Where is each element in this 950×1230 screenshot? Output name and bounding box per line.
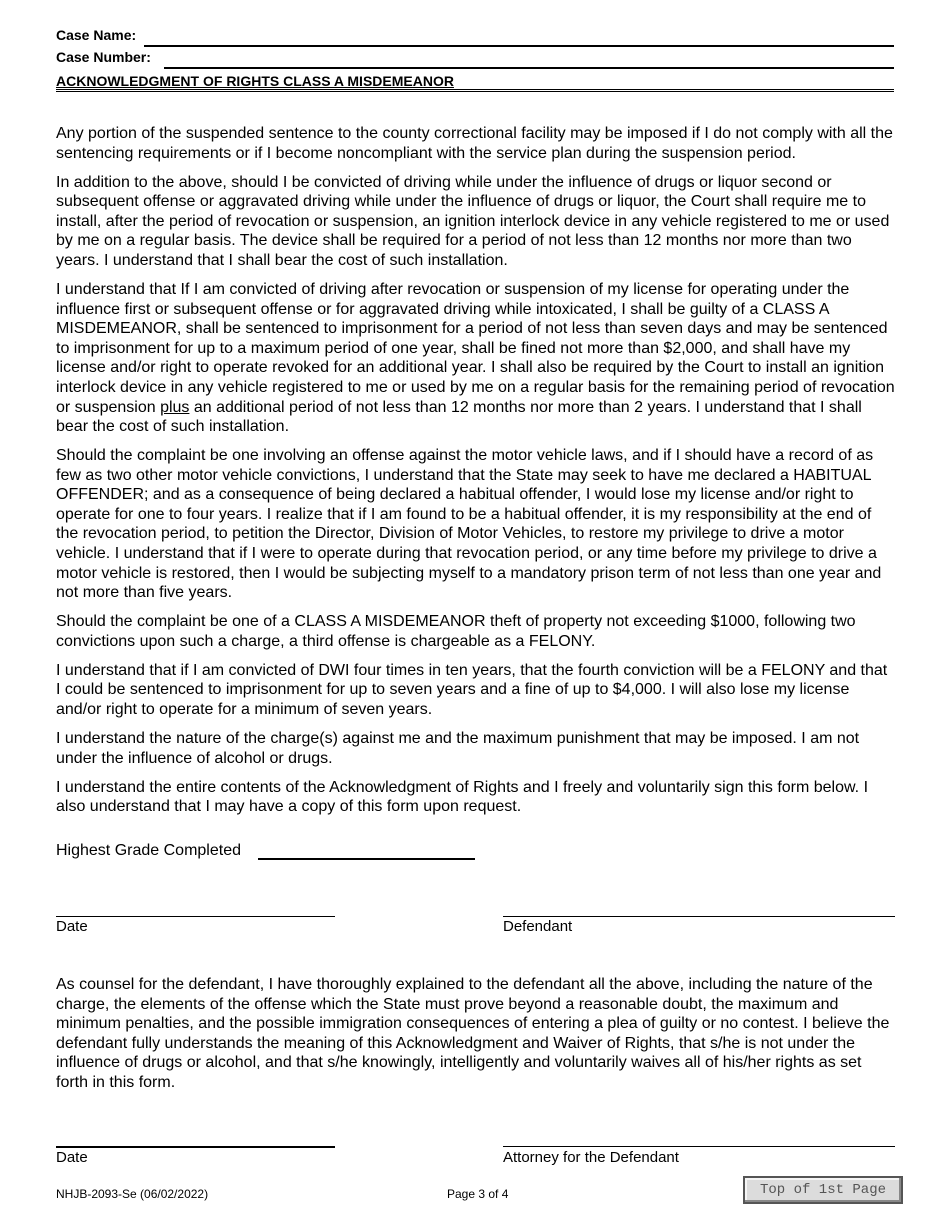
case-name-label: Case Name: xyxy=(56,27,137,43)
form-id: NHJB-2093-Se (06/02/2022) xyxy=(56,1187,209,1201)
form-title: ACKNOWLEDGMENT OF RIGHTS CLASS A MISDEMEANOR xyxy=(56,73,454,89)
defendant-signature-line[interactable] xyxy=(503,916,895,917)
paragraph-entire-contents: I understand the entire contents of the Acknowledgment of Rights and I freely and voluntarily sign this form below. I also understand that I may have a copy of this form upon request. xyxy=(56,778,869,816)
counsel-text xyxy=(56,975,896,1102)
title-double-rule xyxy=(56,89,894,92)
paragraph-dwi-felony: I understand that if I am convicted of DWI four times in ten years, that the fourth conviction will be a FELONY and that I could be sentenced to imprisonment for up to seven years and a fine of up to $4,000. I will also lose my license and/or right to operate for a minimum of seven years. xyxy=(56,661,888,718)
paragraph-nature-of-charge: I understand the nature of the charge(s) against me and the maximum punishment that may be imposed. I am not under the influence of alcohol or drugs. xyxy=(56,729,860,767)
highest-grade-field[interactable] xyxy=(258,858,475,860)
attorney-date-signature-line[interactable] xyxy=(56,1146,335,1148)
paragraph-theft: Should the complaint be one of a CLASS A MISDEMEANOR theft of property not exceeding $1000, following two convictions upon such a charge, a third offense is chargeable as a FELONY. xyxy=(56,613,856,650)
defendant-label: Defendant xyxy=(503,918,573,935)
plus-underlined: plus xyxy=(160,398,190,416)
paragraph-driving-after-revocation xyxy=(56,280,896,437)
page-number: Page 3 of 4 xyxy=(447,1187,509,1201)
attorney-date-label: Date xyxy=(56,1149,88,1166)
attorney-signature-line[interactable] xyxy=(503,1146,895,1147)
paragraph-counsel: As counsel for the defendant, I have thoroughly explained to the defendant all the above, including the nature of the charge, the elements of the offense which the State must prove beyond a reasonable doubt, the maximum and minimum penalties, and the possible immigration consequences of entering a plea of guilty or no contest. I believe the defendant fully understands the meaning of this Acknowledgment and Waiver of Rights, that s/he is not under the influence of drugs or alcohol, and that s/he knowingly, intelligently and voluntarily waives all of his/her rights as set forth in this form. xyxy=(56,976,890,1091)
paragraph-driving-after-revocation-b: an additional period of not less than 12 months nor more than 2 years. I understand that I shall bear the cost of such installation. xyxy=(56,398,862,436)
case-number-row xyxy=(56,47,894,69)
paragraph-ignition-interlock: In addition to the above, should I be convicted of driving while under the influence of drugs or liquor second or subsequent offense or aggravated driving while under the influence of drugs or liquor, the Court shall require me to install, after the period of revocation or suspension, an ignition interlock device in any vehicle registered to me or used by me on a regular basis. The device shall be required for a period of not less than 12 months nor more than two years. I understand that I shall bear the cost of such installation. xyxy=(56,173,890,269)
paragraph-habitual-offender: Should the complaint be one involving an offense against the motor vehicle laws, and if I should have a record of as few as two other motor vehicle convictions, I understand that the State may seek to have me declared a HABITUAL OFFENDER; and as a consequence of being declared a habitual offender, I would lose my license and/or right to operate for one to four years. I realize that if I am found to be a habitual offender, it is my responsibility at the end of the revocation period, to petition the Director, Division of Motor Vehicles, to restore my privilege to drive a motor vehicle. I understand that if I were to operate during that revocation period, or any time before my privilege to drive a motor vehicle is restored, then I would be subjecting myself to a mandatory prison term of not less than one year and not more than five years. xyxy=(56,447,882,602)
attorney-label: Attorney for the Defendant xyxy=(503,1149,679,1166)
highest-grade-label: Highest Grade Completed xyxy=(56,842,241,859)
top-of-first-page-button[interactable]: Top of 1st Page xyxy=(743,1176,903,1204)
case-number-label: Case Number: xyxy=(56,49,151,65)
case-number-field[interactable] xyxy=(164,67,894,69)
date-signature-line[interactable] xyxy=(56,916,335,917)
date-label: Date xyxy=(56,918,88,935)
paragraph-suspended-sentence: Any portion of the suspended sentence to the county correctional facility may be imposed if I do not comply with all the sentencing requirements or if I become noncompliant with the service plan during the suspension period. xyxy=(56,125,893,162)
rights-text xyxy=(56,124,896,826)
paragraph-driving-after-revocation-a: I understand that If I am convicted of driving after revocation or suspension of my license for operating under the influence first or subsequent offense or for aggravated driving while intoxicated, I shall be guilty of a CLASS A MISDEMEANOR, shall be sentenced to imprisonment for a period of not less than seven days and may be sentenced to imprisonment for up to a maximum period of one year, shall be fined not more than $2,000, and shall have my license and/or right to operate revoked for an additional year. I shall also be required by the Court to install an ignition interlock device in any vehicle registered to me or used by me on a regular basis for the remaining period of revocation or suspension xyxy=(56,280,895,416)
form-title-row xyxy=(56,73,894,90)
case-name-row xyxy=(56,25,894,47)
